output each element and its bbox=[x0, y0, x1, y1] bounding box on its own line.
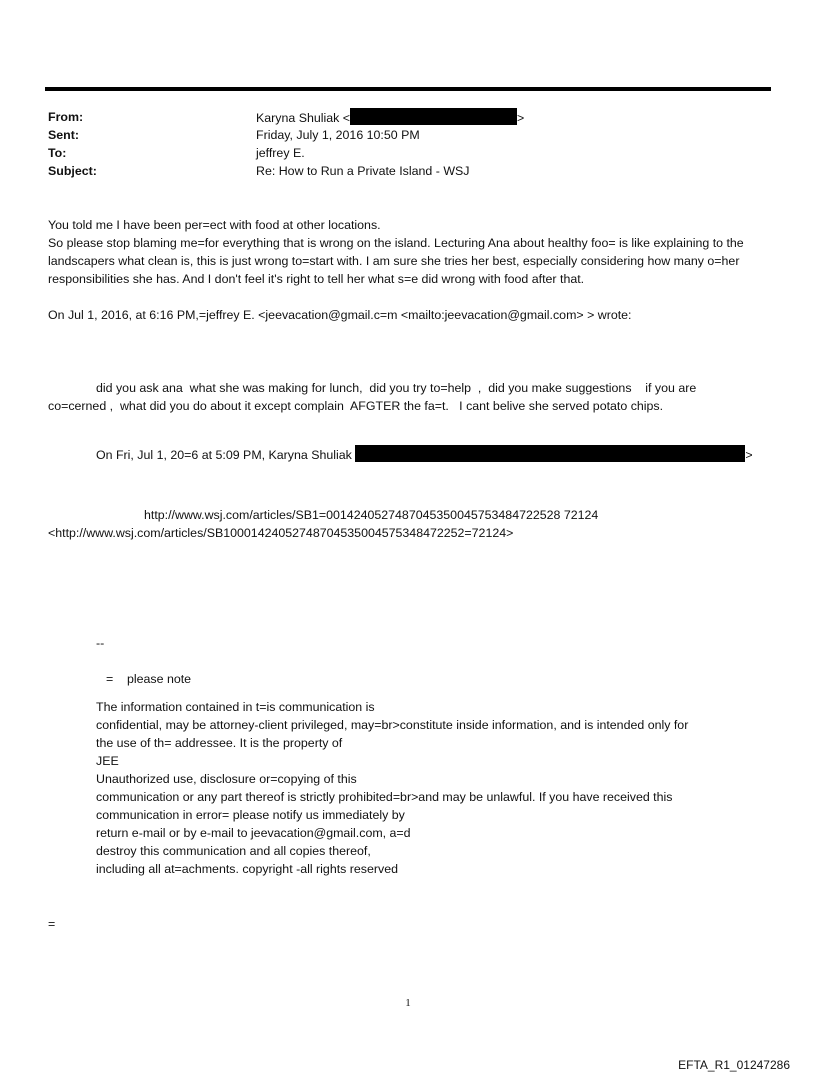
disclaimer-line: destroy this communication and all copies thereof, bbox=[96, 844, 371, 858]
disclaimer-line: communication or any part thereof is strictly prohibited=br>and may be unlawful. If you have received this bbox=[96, 790, 673, 804]
disclaimer-line: including all at=achments. copyright -all rights reserved bbox=[96, 862, 398, 876]
document-id: EFTA_R1_01247286 bbox=[678, 1058, 790, 1072]
disclaimer-line: communication in error= please notify us immediately by bbox=[96, 808, 405, 822]
redaction-bar bbox=[350, 108, 517, 125]
subject-value: Re: How to Run a Private Island - WSJ bbox=[256, 164, 470, 178]
wsj-link-bracketed[interactable]: <http://www.wsj.com/articles/SB10001424052748704535004575348472252=72124> bbox=[48, 526, 514, 540]
disclaimer-line: the use of th= addressee. It is the property of bbox=[96, 736, 343, 750]
reply-rest: co=cerned , what did you do about it except complain AFGTER the fa=t. I cant belive she served potato chips. bbox=[48, 399, 664, 413]
to-label: To: bbox=[48, 146, 67, 160]
sent-value: Friday, July 1, 2016 10:50 PM bbox=[256, 128, 420, 142]
body-paragraph-2: So please stop blaming me=for everything that is wrong on the island. Lecturing Ana about healthy foo= is like explaining to the landscapers what clean is, this is just wrong to=start with. I am sure she tries her best, especially considering how many o=her responsibilities she has. And I don't feel it's right to tell her what s=e did wrong with food after that. bbox=[48, 236, 748, 286]
header-rule bbox=[45, 87, 771, 91]
quote-header: On Jul 1, 2016, at 6:16 PM,=jeffrey E. <jeevacation@gmail.c=m <mailto:jeevacation@gmail.com> > wrote: bbox=[48, 308, 632, 322]
to-row bbox=[48, 144, 768, 162]
from-value bbox=[256, 108, 524, 127]
from-label: From: bbox=[48, 110, 84, 124]
please-note: = please note bbox=[106, 672, 192, 686]
disclaimer-line: Unauthorized use, disclosure or=copying of this bbox=[96, 772, 357, 786]
disclaimer-line: return e-mail or by e-mail to jeevacation@gmail.com, a=d bbox=[96, 826, 411, 840]
trailing-equals: = bbox=[48, 917, 56, 931]
wsj-link[interactable]: http://www.wsj.com/articles/SB1=0014240527487045350045753484722528 72124 bbox=[144, 508, 599, 522]
email-header bbox=[48, 108, 768, 180]
to-value: jeffrey E. bbox=[256, 146, 305, 160]
body-line-1: You told me I have been per=ect with food at other locations. bbox=[48, 218, 381, 232]
from-row bbox=[48, 108, 768, 126]
email-body bbox=[48, 216, 772, 933]
nested-quote-header bbox=[48, 445, 772, 464]
disclaimer-line: JEE bbox=[96, 754, 119, 768]
disclaimer-line: confidential, may be attorney-client privileged, may=br>constitute inside information, and is intended only for bbox=[96, 718, 689, 732]
signature-dashes: -- bbox=[96, 636, 105, 650]
nested-header-text: On Fri, Jul 1, 20=6 at 5:09 PM, Karyna Shuliak bbox=[96, 448, 356, 462]
redaction-bar bbox=[355, 445, 745, 462]
link-block bbox=[48, 506, 772, 542]
disclaimer-line: The information contained in t=is communication is bbox=[96, 700, 375, 714]
page-number: 1 bbox=[405, 997, 411, 1009]
from-tail: > bbox=[517, 111, 525, 125]
sent-row bbox=[48, 126, 768, 144]
subject-row bbox=[48, 162, 768, 180]
disclaimer bbox=[48, 698, 772, 878]
reply-first-line: did you ask ana what she was making for lunch, did you try to=help , did you make suggestions if you are bbox=[96, 381, 697, 395]
from-name: Karyna Shuliak < bbox=[256, 111, 351, 125]
reply-block bbox=[48, 379, 772, 415]
sent-label: Sent: bbox=[48, 128, 79, 142]
subject-label: Subject: bbox=[48, 164, 97, 178]
nested-header-tail: > bbox=[745, 448, 753, 462]
